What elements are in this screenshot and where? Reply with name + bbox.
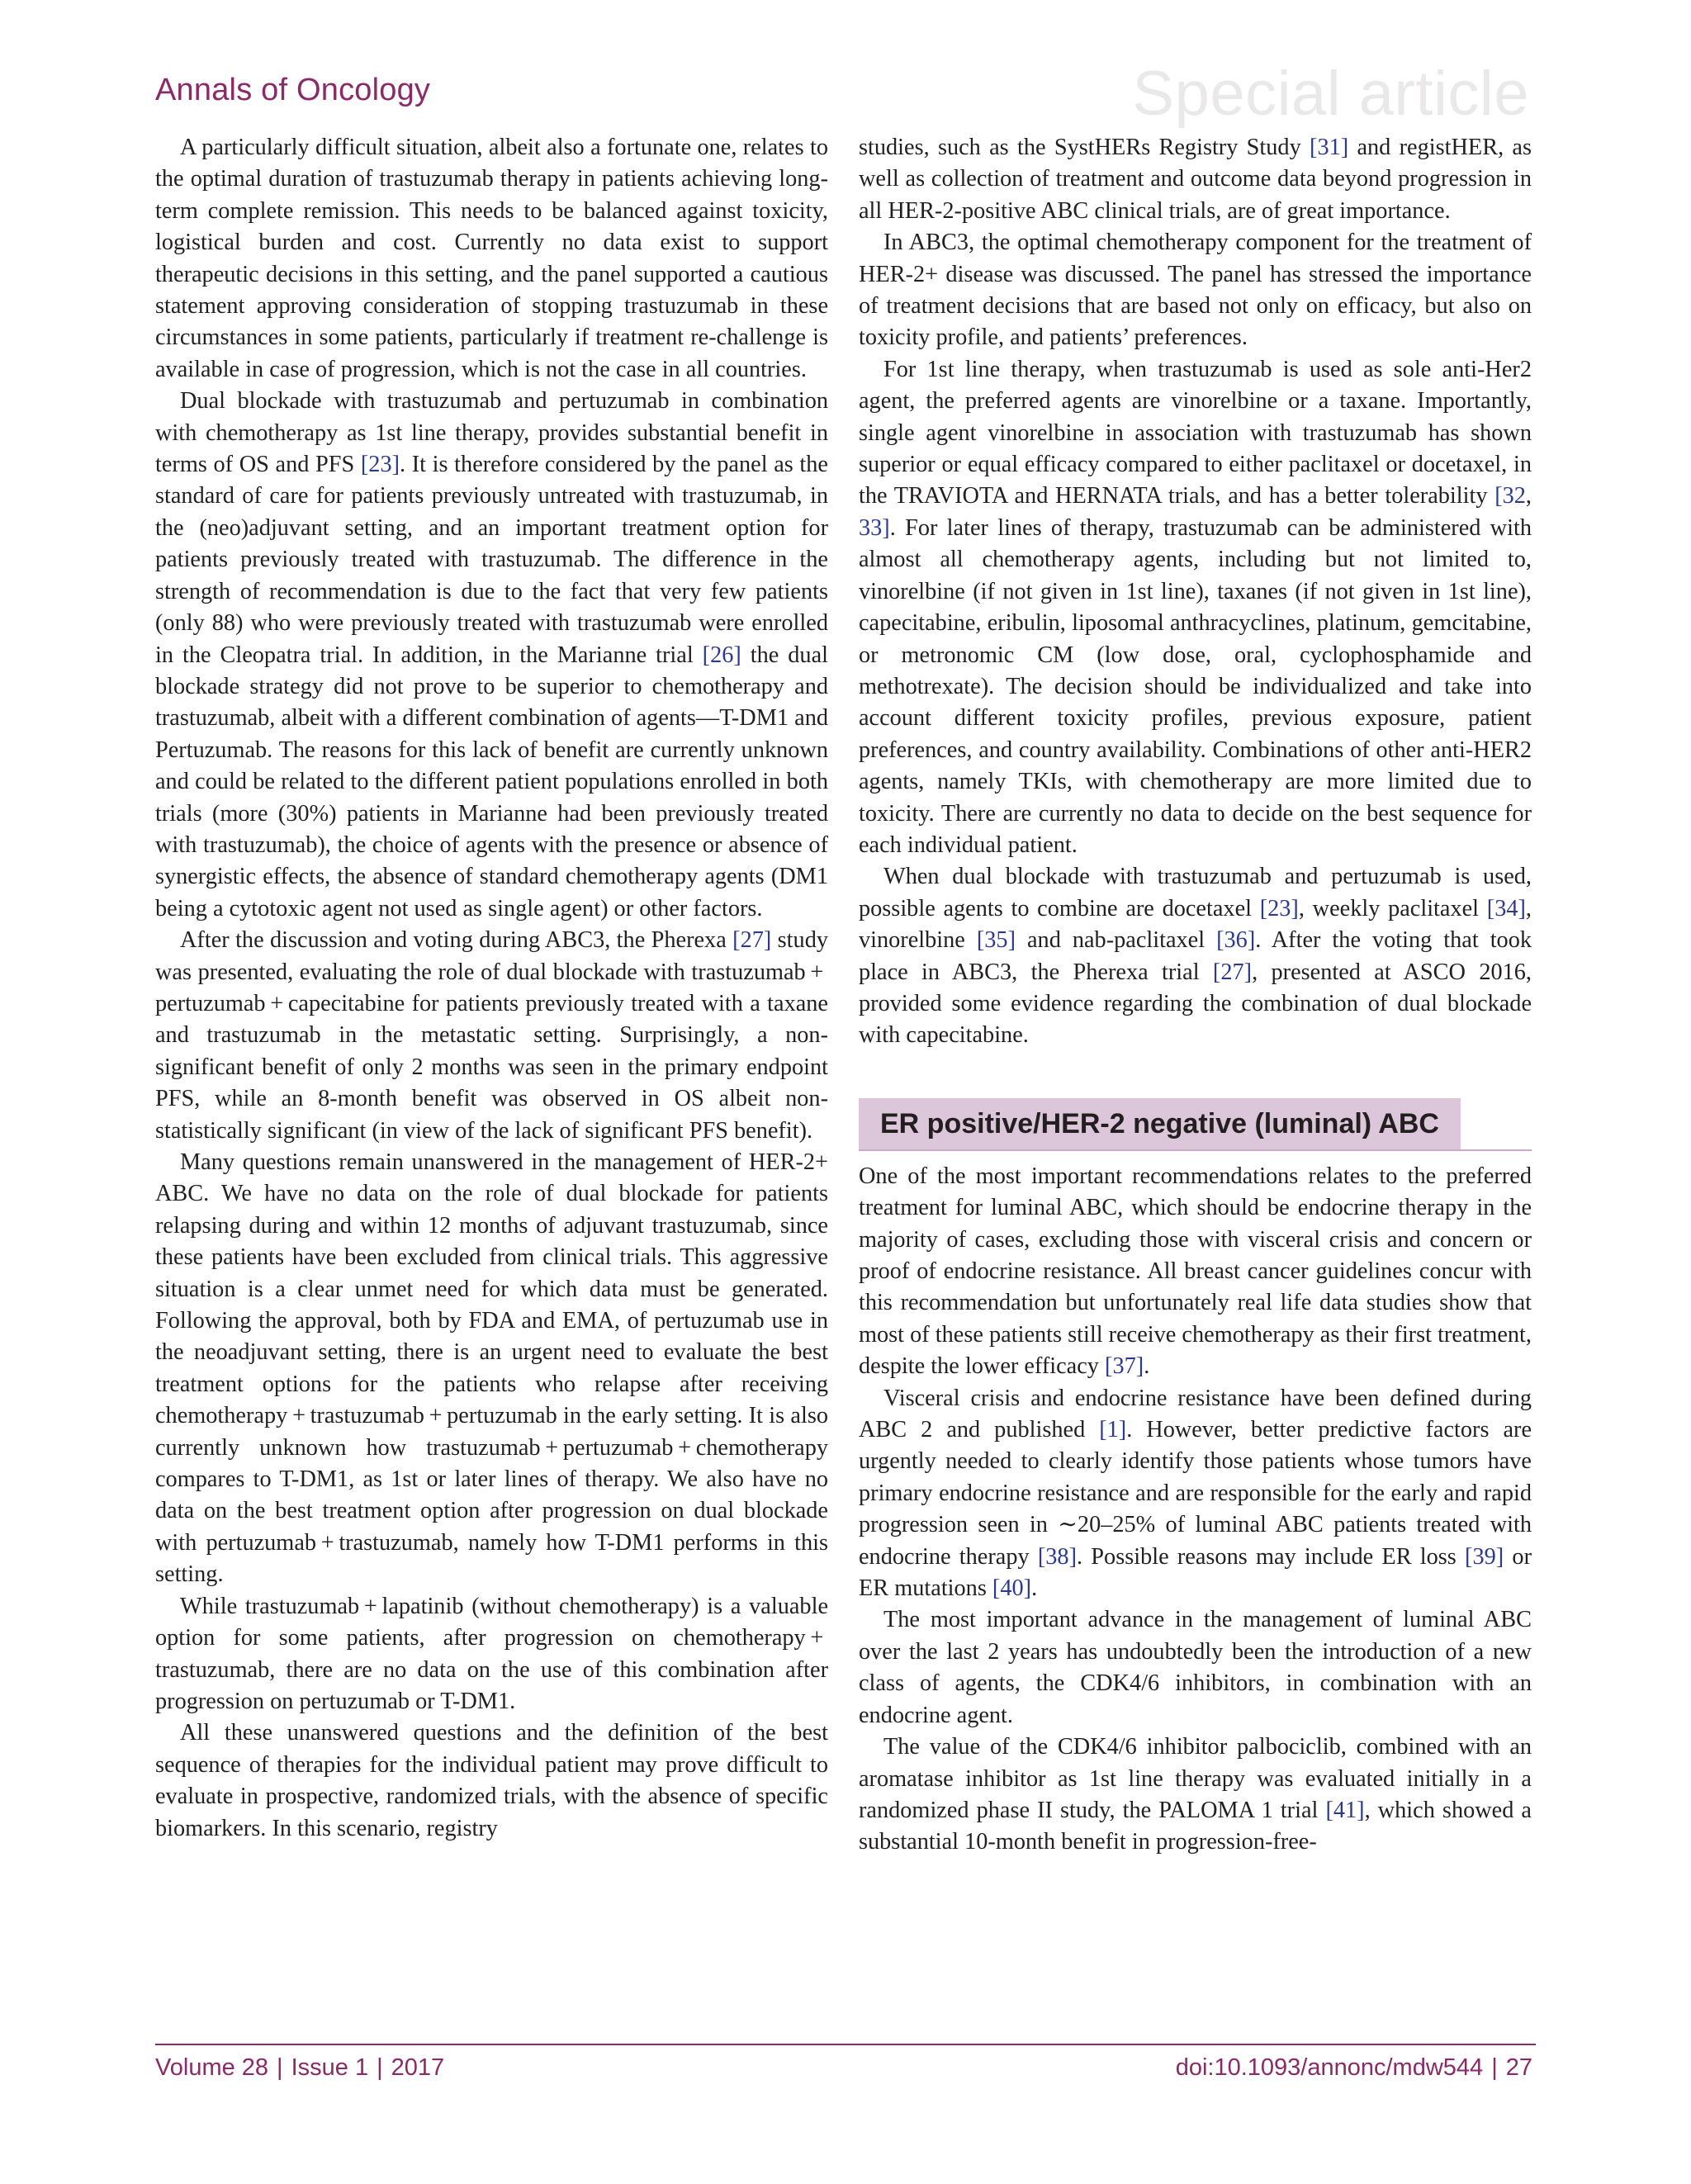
paragraph-text: the dual blockade strategy did not prove to be superior to chemotherapy and trastuzumab, albeit with a different combination of agents—T-DM1 and Pertuzumab. The reasons for this lack of benefit are currently unknown and could be related to the different patient populations enrolled in both trials (more (30%) patients in Marianne had been previously treated with trastuzumab), the choice of agents with the presence or absence of synergistic effects, the absence of standard chemotherapy agents (DM1 being a cytotoxic agent not used as single agent) or other factors. [155, 642, 828, 921]
paragraph-text: . For later lines of therapy, trastuzumab can be administered with almost all chemotherapy agents, including but not limited to, vinorelbine (if not given in 1st line), taxanes (if not given in 1st line), capecitabine, eribulin, liposomal anthracyclines, platinum, gemcitabine, or metronomic CM (low dose, oral, cyclophosphamide and methotrexate). The decision should be individualized and take into account different toxicity profiles, previous exposure, patient preferences, and country availability. Combinations of other anti-HER2 agents, namely TKIs, with chemotherapy are more limited due to toxicity. There are currently no data to decide on the best sequence for each individual patient. [859, 514, 1532, 858]
paragraph-text: , presented at ASCO 2016, provided some evidence regarding the combination of dual blockade with capecitabine. [859, 959, 1532, 1049]
citation-link[interactable]: [27] [732, 927, 772, 954]
citation-link[interactable]: [31] [1310, 135, 1349, 160]
paragraph-text: . [1144, 1353, 1150, 1380]
left-column [155, 132, 828, 1845]
paragraph-text: . [1031, 1575, 1038, 1602]
paragraph-text: study was presented, evaluating the role of dual blockade with trastuzumab + pertuzumab + capecitabine for patients previously treated with a taxane and trastuzumab in the metastatic setting. Surprisingly, a non-significant benefit of only 2 months was seen in the primary endpoint PFS, while an 8-month benefit was observed in OS albeit non-statistically significant (in view of the lack of significant PFS benefit). [155, 927, 828, 1144]
paragraph-text: , [1525, 483, 1532, 509]
paragraph-text: , vinorelbine [859, 895, 1532, 954]
citation-link[interactable]: [23] [1259, 895, 1299, 921]
paragraph-text: or ER mutations [859, 1543, 1532, 1602]
paragraph-text: The value of the CDK4/6 inhibitor palbociclib, combined with an aromatase inhibitor as 1st line therapy was evaluated initially in a randomized phase II study, the PALOMA 1 trial [859, 1734, 1532, 1823]
body-paragraph [155, 925, 828, 1147]
citation-link[interactable]: [27] [1212, 959, 1253, 985]
body-paragraph [859, 132, 1532, 227]
paragraph-text: After the discussion and voting during ABC3, the Pherexa [180, 927, 733, 954]
paragraph-text: . However, better predictive factors are urgently needed to clearly identify those patients whose tumors have primary endocrine resistance and are responsible for the early and rapid progression seen in ∼20–25% of luminal ABC patients treated with endocrine therapy [859, 1417, 1532, 1570]
footer-year: 2017 [391, 2054, 445, 2081]
footer-issue: Issue 1 [291, 2054, 369, 2081]
body-paragraph: While trastuzumab + lapatinib (without chemotherapy) is a valuable option for some patients, after progression on chemotherapy + trastuzumab, there are no data on the use of this combination after progression on pertuzumab or T-DM1. [155, 1593, 828, 1714]
section-heading [859, 1098, 1532, 1151]
body-paragraph [859, 1161, 1532, 1383]
footer-issue-info: Volume 28 | Issue 1 | 2017 [155, 2054, 445, 2081]
body-paragraph [155, 386, 828, 925]
citation-link[interactable]: [38] [1037, 1543, 1078, 1570]
body-paragraph [859, 354, 1532, 862]
citation-link[interactable]: [34] [1486, 895, 1526, 921]
paragraph-text: When dual blockade with trastuzumab and pertuzumab is used, possible agents to combine are docetaxel [859, 864, 1532, 921]
section-label: Special article [1132, 59, 1529, 129]
section-heading-text: ER positive/HER-2 negative (luminal) ABC [859, 1098, 1461, 1149]
citation-link[interactable]: [40] [992, 1575, 1032, 1602]
citation-link[interactable]: [32 [1494, 483, 1526, 509]
paragraph-text: Visceral crisis and endocrine resistance have been defined during ABC 2 and published [859, 1385, 1532, 1443]
paragraph-text: One of the most important recommendations relates to the preferred treatment for luminal ABC, which should be endocrine therapy in the majority of cases, excluding those with visceral crisis and concern or proof of endocrine resistance. All breast cancer guidelines concur with this recommendation but unfortunately real life data studies show that most of these patients still receive chemotherapy as their first treatment, despite the lower efficacy [859, 1163, 1532, 1380]
footer-doi: doi:10.1093/annonc/mdw544 [1175, 2054, 1484, 2081]
body-paragraph: In ABC3, the optimal chemotherapy component for the treatment of HER-2+ disease was discussed. The panel has stressed the importance of treatment decisions that are based not only on efficacy, but also on toxicity profile, and patients’ preferences. [859, 230, 1532, 351]
paragraph-text: . It is therefore considered by the panel as the standard of care for patients previously untreated with trastuzumab, in the (neo)adjuvant setting, and an important treatment option for patients previously treated with trastuzumab. The difference in the strength of recommendation is due to the fact that very few patients (only 88) who were previously treated with trastuzumab were enrolled in the Cleopatra trial. In addition, in the Marianne trial [155, 452, 828, 668]
body-paragraph: A particularly difficult situation, albeit also a fortunate one, relates to the optimal duration of trastuzumab therapy in patients achieving long-term complete remission. This needs to be balanced against toxicity, logistical burden and cost. Currently no data exist to support therapeutic decisions in this setting, and the panel supported a cautious statement approving consideration of stopping trastuzumab in these circumstances in some patients, particularly if treatment re-challenge is available in case of progression, which is not the case in all countries. [155, 135, 828, 382]
body-paragraph: Many questions remain unanswered in the management of HER-2+ ABC. We have no data on the role of dual blockade for patients relapsing during and within 12 months of adjuvant trastuzumab, since these patients have been excluded from clinical trials. This aggressive situation is a clear unmet need for which data must be generated. Following the approval, both by FDA and EMA, of pertuzumab use in the neoadjuvant setting, there is an urgent need to evaluate the best treatment options for the patients who relapse after receiving chemotherapy + trastuzumab + pertuzumab in the early setting. It is also currently unknown how trastuzumab + pertuzumab + chemotherapy compares to T-DM1, as 1st or later lines of therapy. We also have no data on the best treatment option after progression on dual blockade with pertuzumab + trastuzumab, namely how T-DM1 performs in this setting. [155, 1149, 828, 1588]
paragraph-text: Dual blockade with trastuzumab and pertuzumab in combination with chemotherapy as 1st line therapy, provides substantial benefit in terms of OS and PFS [155, 388, 828, 478]
body-paragraph [859, 1383, 1532, 1605]
paragraph-text: studies, such as the SystHERs Registry Study [859, 135, 1310, 160]
paragraph-text: For 1st line therapy, when trastuzumab is used as sole anti-Her2 agent, the preferred agents are vinorelbine or a taxane. Importantly, single agent vinorelbine in association with trastuzumab has shown superior or equal efficacy compared to either paclitaxel or docetaxel, in the TRAVIOTA and HERNATA trials, and has a better tolerability [859, 356, 1532, 509]
body-paragraph [859, 861, 1532, 1051]
right-column-bottom [859, 1161, 1532, 1859]
page-number: 27 [1505, 2054, 1532, 2081]
footer-doi-info: doi:10.1093/annonc/mdw544 | 27 [1175, 2054, 1532, 2081]
paragraph-text: , weekly paclitaxel [1298, 895, 1487, 921]
citation-link[interactable]: [35] [976, 927, 1016, 954]
body-paragraph: All these unanswered questions and the definition of the best sequence of therapies for the individual patient may prove difficult to evaluate in prospective, randomized trials, with the absence of specific biomarkers. In this scenario, registry [155, 1720, 828, 1841]
citation-link[interactable]: [39] [1465, 1543, 1504, 1570]
citation-link[interactable]: [23] [360, 452, 400, 478]
citation-link[interactable]: [37] [1105, 1353, 1144, 1380]
body-paragraph [859, 1732, 1532, 1859]
paragraph-text: and nab-paclitaxel [1016, 927, 1217, 954]
citation-link[interactable]: [41] [1325, 1797, 1365, 1823]
paragraph-text: . After the voting that took place in ABC3, the Pherexa trial [859, 927, 1532, 985]
footer-rule [155, 2044, 1536, 2045]
right-column [859, 132, 1532, 1859]
citation-link[interactable]: [36] [1216, 927, 1256, 954]
footer-volume: Volume 28 [155, 2054, 269, 2081]
paragraph-text: . Possible reasons may include ER loss [1077, 1543, 1466, 1570]
citation-link[interactable]: [26] [702, 642, 741, 668]
journal-title: Annals of Oncology [155, 73, 431, 107]
paragraph-text: , which showed a substantial 10-month benefit in progression-free- [859, 1797, 1532, 1855]
citation-link[interactable]: [1] [1099, 1417, 1127, 1443]
right-column-top [859, 132, 1532, 1052]
body-paragraph: The most important advance in the management of luminal ABC over the last 2 years has undoubtedly been the introduction of a new class of agents, the CDK4/6 inhibitors, in combination with an endocrine agent. [859, 1607, 1532, 1728]
paragraph-text: and registHER, as well as collection of treatment and outcome data beyond progression in all HER-2-positive ABC clinical trials, are of great importance. [859, 135, 1532, 224]
citation-link[interactable]: 33] [859, 514, 890, 541]
